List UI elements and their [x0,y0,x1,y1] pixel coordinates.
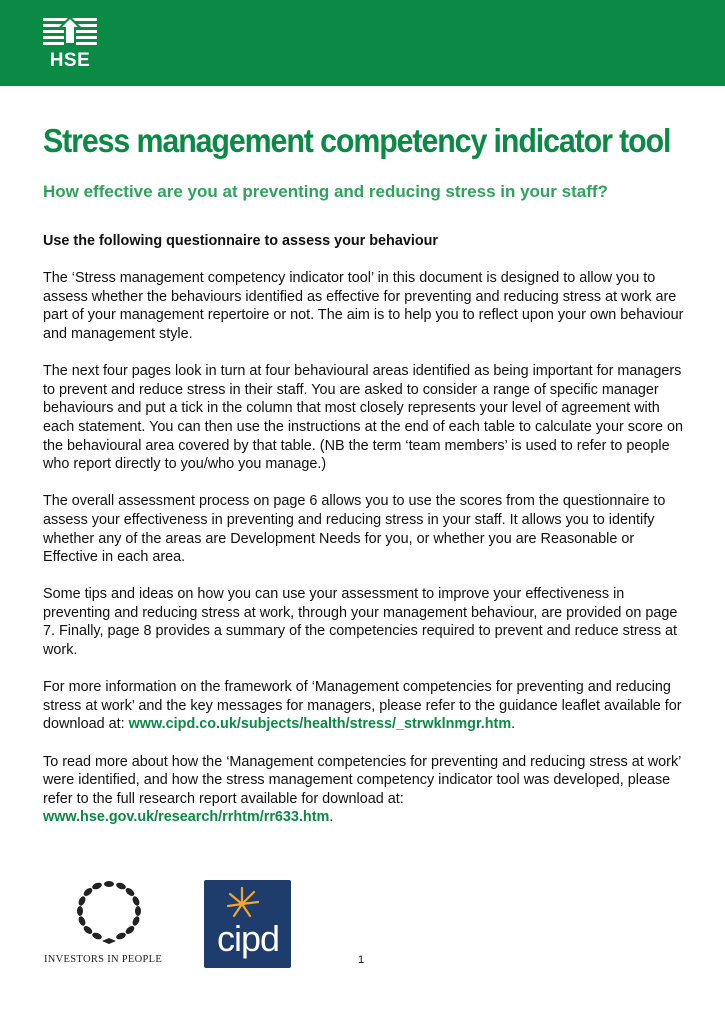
hse-emblem-icon [41,14,99,54]
body-text [43,232,688,846]
investors-in-people-logo [44,878,174,968]
paragraph-5 [43,678,688,734]
header-band [0,0,725,86]
laurel-wreath-icon [44,878,174,950]
hse-logo-text: HSE [49,50,91,71]
paragraph-3: The overall assessment process on page 6 allows you to use the scores from the questionnaire to assess your effectiveness in preventing and reducing stress in your staff. It allows you to identify whether any of the areas are Development Needs for you, or whether you are Reasonable or Effective in each area. [43,493,666,566]
cipd-logo [204,880,291,968]
paragraph-4: Some tips and ideas on how you can use your assessment to improve your effectiveness in preventing and reducing stress at work, through your management behaviour, are provided on page 7. Finally, page 8 provides a summary of the competencies required to prevent and reduce stress at work. [43,586,678,659]
paragraph-2: The next four pages look in turn at four behavioural areas identified as being important for managers to prevent and reduce stress in their staff. You are asked to consider a range of specific manager behaviours and put a tick in the column that most closely represents your level of agreement with each statement. You can then use the instructions at the end of each table to calculate your score on the behavioural area covered by that table. (NB the term ‘team members’ is used to refer to people who report directly to you/who you manage.) [43,363,684,473]
paragraph-5-end: . [511,716,516,733]
hse-research-link[interactable]: www.hse.gov.uk/research/rrhtm/rr633.htm [43,809,330,826]
investors-in-people-text: INVESTORS IN PEOPLE [44,954,163,965]
cipd-logo-text: cipd [216,918,280,959]
paragraph-1: The ‘Stress management competency indicator tool’ in this document is designed to allow you to assess whether the behaviours identified as effective for preventing and reducing stress at work are part of your management repertoire or not. The aim is to help you to reflect upon your own behaviour and management style. [43,270,684,342]
paragraph-6 [43,753,688,827]
paragraph-6-text: To read more about how the ‘Management competencies for preventing and reducing stress at work’ were identified, and how the stress management competency indicator tool was developed, please refer to the full research report available for download at: [43,753,681,807]
page-subtitle: How effective are you at preventing and reducing stress in your staff? [43,182,608,201]
paragraph-6-end: . [329,809,334,826]
cipd-star-icon [204,880,291,920]
cipd-guidance-link[interactable]: www.cipd.co.uk/subjects/health/stress/_strwklnmgr.htm [128,716,512,733]
lead-heading: Use the following questionnaire to assess your behaviour [43,233,439,249]
page-number: 1 [358,954,365,966]
paragraph-5-text: For more information on the framework of ‘Management competencies for preventing and reducing stress at work’ and the key messages for managers, please refer to the guidance leaflet available for download at: [43,679,682,733]
page-title: Stress management competency indicator tool [43,122,671,159]
